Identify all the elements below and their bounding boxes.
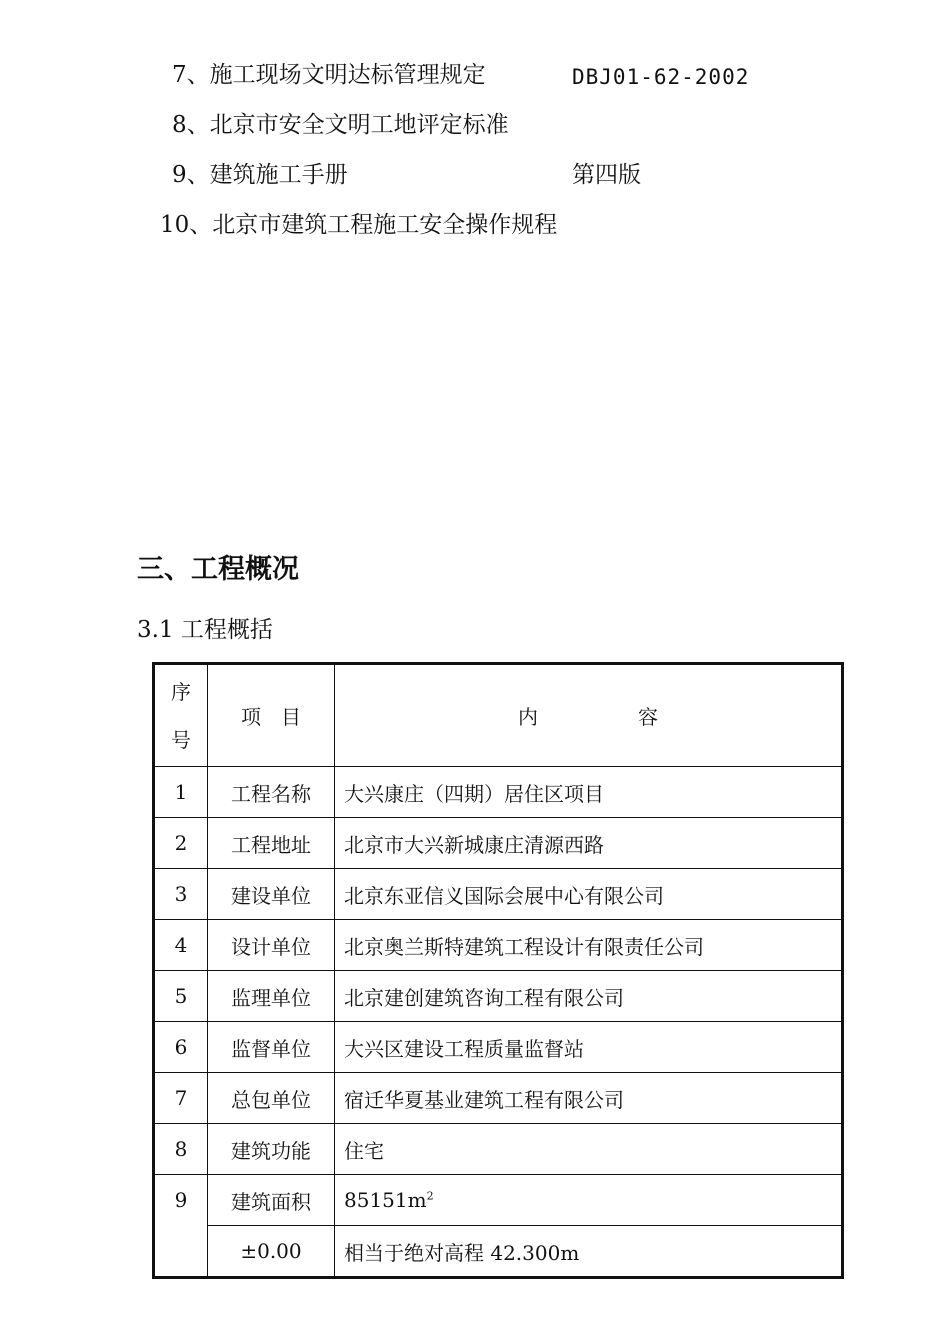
header-content-right: 容 [638,705,658,729]
row-value: 住宅 [335,1124,843,1175]
header-serial-bottom: 号 [171,727,191,752]
row-value: 北京市大兴新城康庄清源西路 [335,818,843,869]
reference-item [172,110,509,140]
row-value-superscript: 2 [426,1189,434,1203]
row-number: 6 [154,1022,208,1073]
row-number [154,1226,208,1278]
row-number: 4 [154,920,208,971]
reference-code: DBJ01-62-2002 [572,65,750,89]
table-row [154,767,843,818]
header-item-cell: 项 目 [208,664,335,767]
table-row [154,1073,843,1124]
reference-number: 8、 [172,112,210,138]
row-number: 1 [154,767,208,818]
row-value: 大兴康庄（四期）居住区项目 [335,767,843,818]
header-serial-cell [154,664,208,767]
row-item: ±0.00 [208,1226,335,1278]
row-item: 设计单位 [208,920,335,971]
row-number: 8 [154,1124,208,1175]
row-value: 北京东亚信义国际会展中心有限公司 [335,869,843,920]
header-content-left: 内 [518,705,538,729]
row-number: 9 [154,1175,208,1226]
row-number: 7 [154,1073,208,1124]
row-item: 建设单位 [208,869,335,920]
row-item: 监理单位 [208,971,335,1022]
row-item: 工程名称 [208,767,335,818]
reference-text: 施工现场文明达标管理规定 [209,62,486,88]
row-value: 宿迁华夏基业建筑工程有限公司 [335,1073,843,1124]
row-value: 大兴区建设工程质量监督站 [335,1022,843,1073]
row-item: 监督单位 [208,1022,335,1073]
row-value [335,1175,843,1226]
section-title: 三、工程概况 [137,554,299,585]
table-row [154,818,843,869]
row-value: 相当于绝对高程 42.300m [335,1226,843,1278]
project-overview-table [152,662,844,1279]
row-value-text: 85151m [344,1188,427,1212]
reference-number: 7、 [172,62,210,88]
row-number: 3 [154,869,208,920]
reference-text: 建筑施工手册 [209,162,348,188]
reference-text: 北京市建筑工程施工安全操作规程 [212,212,558,238]
reference-item [172,160,641,190]
row-item: 总包单位 [208,1073,335,1124]
row-value: 北京奥兰斯特建筑工程设计有限责任公司 [335,920,843,971]
header-content-cell [335,664,843,767]
reference-number: 9、 [172,162,210,188]
table-row [154,869,843,920]
header-serial-top: 序 [171,679,191,704]
row-number: 5 [154,971,208,1022]
row-item: 建筑面积 [208,1175,335,1226]
table-header-row [154,664,843,767]
reference-edition: 第四版 [572,162,641,188]
table-row [154,1175,843,1226]
row-item: 工程地址 [208,818,335,869]
row-item: 建筑功能 [208,1124,335,1175]
table-row [154,1022,843,1073]
reference-item [160,210,557,240]
reference-item [172,60,750,90]
row-number: 2 [154,818,208,869]
row-value: 北京建创建筑咨询工程有限公司 [335,971,843,1022]
table-row [154,971,843,1022]
reference-text: 北京市安全文明工地评定标准 [209,112,509,138]
subsection-title: 3.1 工程概括 [137,617,273,643]
reference-number: 10、 [160,212,213,238]
table-row [154,1226,843,1278]
table-row [154,1124,843,1175]
table-row [154,920,843,971]
